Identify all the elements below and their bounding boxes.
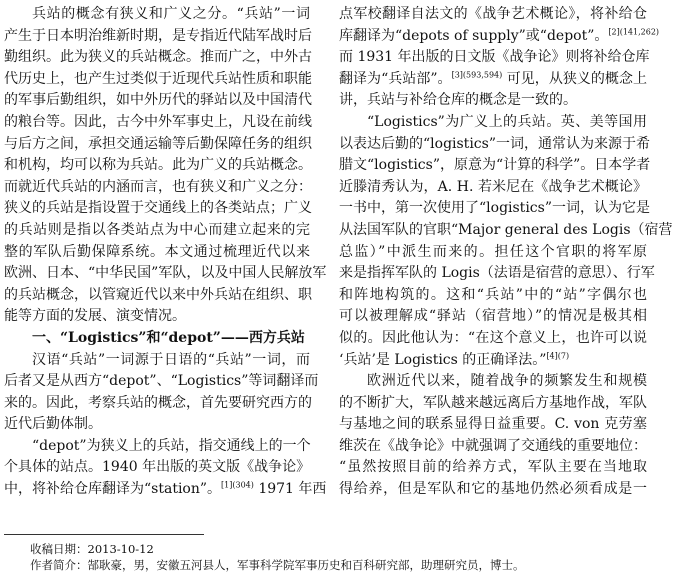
text-line xyxy=(339,479,647,501)
line-text: 狭义的兵站是指设置于交通线上的各类站点；广义 xyxy=(4,200,312,217)
text-line xyxy=(4,242,310,264)
line-text: 而 1931 年出版的日文版《战争论》则将补给仓库 xyxy=(339,49,650,66)
line-text: 兵站的概念有狭义和广义之分。“兵站”一词 xyxy=(32,6,310,22)
text-line xyxy=(4,69,310,91)
text-line xyxy=(339,457,647,479)
line-text: 维茨在《战争论》中就强调了交通线的重要地位： xyxy=(339,437,647,454)
text-line xyxy=(4,263,327,285)
text-line xyxy=(339,155,651,177)
text-line xyxy=(339,393,647,415)
text-line xyxy=(339,328,647,350)
citation-superscript: [3](593,594) xyxy=(451,70,503,80)
text-line xyxy=(339,306,647,328)
line-text: 来的。因此，考察兵站的概念，首先要研究西方的 xyxy=(4,394,312,411)
line-text: 的粮台等。因此，古今中外军事史上，凡设在前线 xyxy=(4,113,312,130)
line-text: 个具体的站点。1940 年出版的英文版《战争论》 xyxy=(4,459,311,476)
citation-superscript: [4](7) xyxy=(546,350,570,360)
text-line xyxy=(339,47,650,69)
line-text: 来是指挥军队的 Logis（法语是宿营的意思）、行军 xyxy=(339,265,655,282)
received-date: 收稿日期：2013-10-12 xyxy=(30,542,154,556)
line-text: 总监）”中派生而来的。担任这个官职的将军原 xyxy=(339,243,647,260)
line-text: 一、“Logistics”和“depot”——西方兵站 xyxy=(32,329,305,346)
text-line xyxy=(4,457,310,479)
text-line xyxy=(4,220,310,242)
text-line xyxy=(4,306,310,328)
line-text: 点军校翻译自法文的《战争艺术概论》，将补给仓 xyxy=(339,6,647,22)
line-text: ‘兵站’是 Logistics 的正确译法。” xyxy=(339,351,547,368)
text-line xyxy=(4,479,327,501)
text-line xyxy=(4,90,310,112)
line-text: 能等方面的发展、演变情况。 xyxy=(4,308,186,325)
line-text: “Logistics”为广义上的兵站。英、美等国用 xyxy=(367,113,647,130)
line-text: 的不断扩大，军队越来越远离后方基地作战，军队 xyxy=(339,394,647,411)
line-tail-text: 可见，从狭义的概念上 xyxy=(502,70,647,87)
text-line xyxy=(339,134,650,156)
text-line xyxy=(339,177,647,199)
line-text: 后者又是从西方“depot”、“Logistics”等词翻译而 xyxy=(4,373,319,390)
line-text: 欧洲、日本、“中华民国”军队，以及中国人民解放军 xyxy=(4,265,327,282)
line-text: 中，将补给仓库翻译为“station”。 xyxy=(4,481,222,498)
text-line xyxy=(4,4,310,26)
text-line xyxy=(339,350,647,372)
line-tail-text: 1971 年西 xyxy=(253,481,327,498)
line-text: 可以被理解成“驿站（宿营地）”的情况是极其相 xyxy=(339,308,647,325)
text-line xyxy=(4,155,310,177)
line-text: “depot”为狭义上的兵站，指交通线上的一个 xyxy=(32,437,311,454)
text-line xyxy=(339,263,655,285)
right-column xyxy=(339,4,673,501)
citation-superscript: [2](141,262) xyxy=(608,26,660,36)
text-line xyxy=(339,436,647,458)
line-text: 与后方之间，承担交通运输等后勤保障任务的组织 xyxy=(4,135,312,152)
line-text: 得给养，但是军队和它的基地仍然必须看成是一 xyxy=(339,481,647,498)
text-line xyxy=(339,414,647,436)
line-text: 而就近代兵站的内涵而言，也有狭义和广义之分： xyxy=(4,178,312,195)
text-line xyxy=(339,220,673,242)
line-text: 的兵站概念，以管窥近代以来中外兵站在组织、职 xyxy=(4,286,312,303)
line-text: 近代后勤体制。 xyxy=(4,416,102,433)
line-text: 与基地之间的联系显得日益重要。C. von 克劳塞 xyxy=(339,416,647,433)
text-line xyxy=(4,112,310,134)
text-line xyxy=(4,26,310,48)
line-text: 产生于日本明治维新时期，是专指近代陆军战时后 xyxy=(4,27,312,44)
text-line xyxy=(4,436,310,458)
text-line xyxy=(339,4,647,26)
text-line xyxy=(339,90,647,112)
text-line xyxy=(4,414,310,436)
text-line xyxy=(4,177,310,199)
text-line xyxy=(339,285,647,307)
text-line xyxy=(4,134,310,156)
text-line xyxy=(4,47,310,69)
line-text: 库翻译为“depots of supply”或“depot”。 xyxy=(339,27,609,44)
line-text: 近滕清秀认为，A. H. 若米尼在《战争艺术概论》 xyxy=(339,178,647,195)
line-text: 讲，兵站与补给仓库的概念是一致的。 xyxy=(339,92,577,109)
text-line xyxy=(339,242,647,264)
line-text: 一书中，第一次使用了“logistics”一词，认为它是 xyxy=(339,200,650,217)
footnote-rule xyxy=(4,534,204,535)
line-text: 的兵站则是指以各类站点为中心而建立起来的完 xyxy=(4,221,310,238)
left-column xyxy=(4,4,327,501)
line-text: 代历史上，也产生过类似于近现代兵站性质和职能 xyxy=(4,70,312,87)
line-text: 似的。因此他认为：“在这个意义上，也许可以说 xyxy=(339,329,647,346)
line-text: 汉语“兵站”一词源于日语的“兵站”一词，而 xyxy=(32,351,310,368)
line-text: 腊文“logistics”，原意为“计算的科学”。日本学者 xyxy=(339,157,651,174)
text-line xyxy=(339,69,647,91)
text-line xyxy=(339,198,650,220)
line-text: 翻译为“兵站部”。 xyxy=(339,70,452,87)
text-line xyxy=(4,285,310,307)
line-text: 和机构，均可以称为兵站。此为广义的兵站概念。 xyxy=(4,157,312,174)
line-text: 从法国军队的官职“Major general des Logis（宿营 xyxy=(339,221,673,238)
line-text: 以表达后勤的“logistics”一词，通常认为来源于希 xyxy=(339,135,650,152)
author-bio: 作者简介：郜耿豪，男，安徽五河县人，军事科学院军事历史和百科研究部，助理研究员，博士。 xyxy=(30,558,525,572)
line-text: 勤组织。此为狭义的兵站概念。推而广之，中外古 xyxy=(4,49,312,66)
text-line xyxy=(339,112,647,134)
text-line xyxy=(4,198,310,220)
citation-superscript: [1](304) xyxy=(221,480,254,490)
line-text: “虽然按照目前的给养方式，军队主要在当地取 xyxy=(339,459,647,476)
text-line xyxy=(4,328,310,350)
text-line xyxy=(4,371,319,393)
line-text: 的军事后勤组织，如中外历代的驿站以及中国清代 xyxy=(4,92,312,109)
text-line xyxy=(339,26,660,48)
line-text: 和阵地构筑的。这和“兵站”中的“站”字偶尔也 xyxy=(339,286,647,303)
text-line xyxy=(339,371,647,393)
line-text: 整的军队后勤保障系统。本文通过梳理近代以来 xyxy=(4,243,310,260)
text-line xyxy=(4,350,310,372)
text-line xyxy=(4,393,310,415)
line-text: 欧洲近代以来，随着战争的频繁发生和规模 xyxy=(367,373,647,390)
